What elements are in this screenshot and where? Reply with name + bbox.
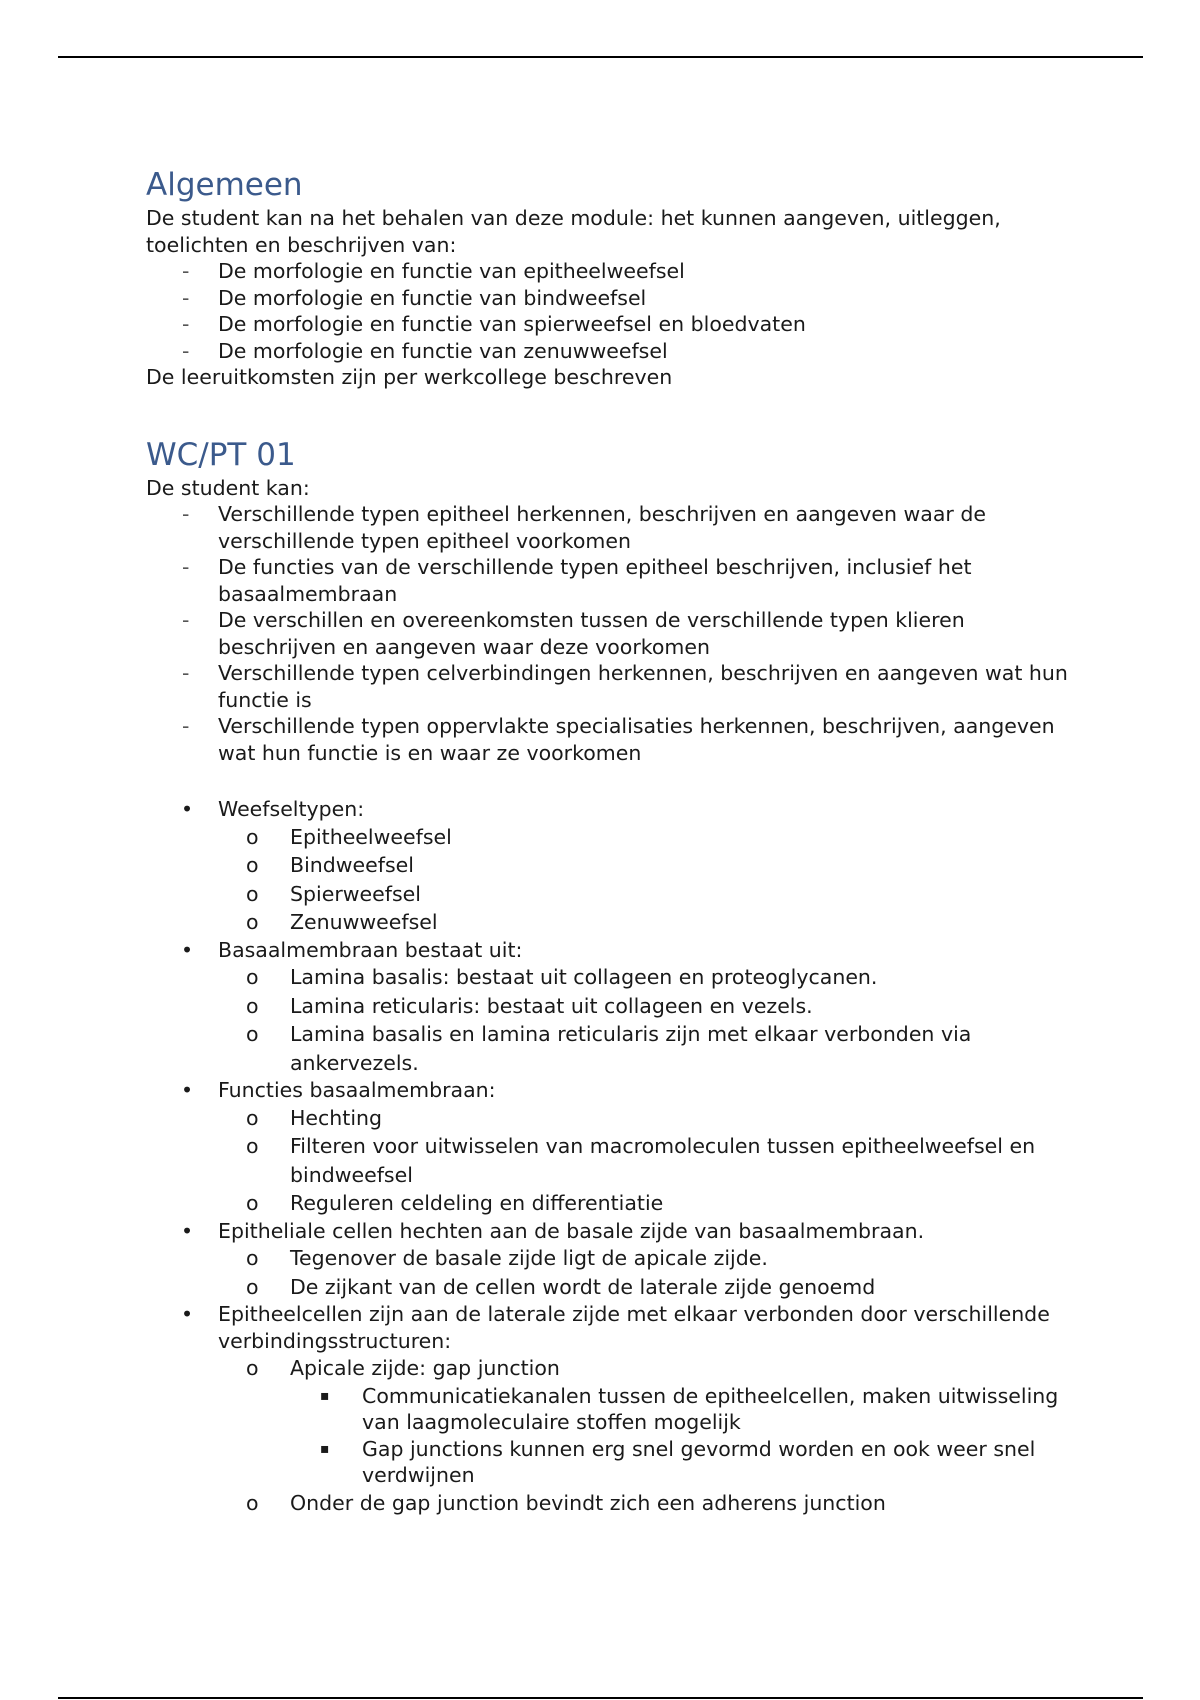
footer-rule — [58, 1697, 1143, 1699]
list-item: o Zenuwweefsel — [218, 908, 1076, 937]
sub-list — [218, 1354, 1076, 1517]
list-item: - Verschillende typen celverbindingen herkennen, beschrijven en aangeven wat hun functie is — [182, 661, 1068, 712]
bullet-marker: • — [181, 1078, 194, 1102]
list-item: o Lamina reticularis: bestaat uit collageen en vezels. — [218, 992, 1076, 1021]
circle-marker: o — [246, 1356, 259, 1380]
circle-marker: o — [246, 1134, 259, 1158]
algemeen-intro: De student kan na het behalen van deze module: het kunnen aangeven, uitleggen, toelichten en beschrijven van: — [146, 206, 1001, 257]
note-epitheelcellen: • Epitheelcellen zijn aan de laterale zijde met elkaar verbonden door verschillende verbindingsstructuren: o Apicale zijde: gap junction ▪ Communicatiekanalen tussen de epitheelcellen, maken uitwisseling van laagmoleculaire stoffen mogelijk ▪ Gap junctions kunnen erg snel gevormd worden en ook weer snel verdwijnen o Onder de gap junction bevindt zich een adherens junction — [146, 1301, 1076, 1517]
circle-marker: o — [246, 1490, 259, 1515]
sub-list — [218, 1104, 1076, 1218]
bullet-marker: • — [181, 1218, 194, 1243]
list-item: o Spierweefsel — [218, 880, 1076, 909]
circle-marker: o — [246, 993, 259, 1018]
heading-wcpt01: WC/PT 01 — [146, 436, 296, 473]
list-item: o Apicale zijde: gap junction ▪ Communicatiekanalen tussen de epitheelcellen, maken uitwisseling van laagmoleculaire stoffen mogelijk ▪ Gap junctions kunnen erg snel gevormd worden en ook weer snel verdwijnen — [218, 1354, 1076, 1489]
circle-marker: o — [246, 965, 259, 989]
list-item: ▪ Gap junctions kunnen erg snel gevormd worden en ook weer snel verdwijnen — [320, 1436, 1036, 1487]
list-item: o Filteren voor uitwisselen van macromoleculen tussen epitheelweefsel en bindweefsel — [246, 1134, 1036, 1187]
wcpt01-list — [146, 501, 1076, 766]
circle-marker: o — [246, 853, 259, 877]
dash-marker: - — [182, 714, 190, 738]
sub-list — [218, 1244, 1076, 1301]
list-item: o Tegenover de basale zijde ligt de apicale zijde. — [218, 1244, 1076, 1273]
dash-marker: - — [182, 285, 190, 310]
list-item: - Verschillende typen epitheel herkennen, beschrijven en aangeven waar de verschillende typen epitheel voorkomen — [182, 502, 986, 553]
sub-list — [218, 823, 1076, 937]
list-item: o Reguleren celdeling en differentiatie — [218, 1189, 1076, 1218]
bullet-marker: • — [181, 937, 194, 962]
list-item: - De morfologie en functie van spierweefsel en bloedvaten — [182, 312, 806, 336]
list-item: o Epitheelweefsel — [218, 823, 1076, 852]
wcpt01-intro: De student kan: — [146, 475, 310, 500]
list-item: - De verschillen en overeenkomsten tussen de verschillende typen klieren beschrijven en aangeven waar deze voorkomen — [182, 608, 965, 659]
bullet-marker: • — [181, 797, 194, 821]
dash-marker: - — [182, 608, 190, 632]
sub-sub-list — [290, 1383, 1076, 1489]
note-epitheliale-cellen: • Epitheliale cellen hechten aan de basale zijde van basaalmembraan. o Tegenover de basale zijde ligt de apicale zijde. o De zijkant van de cellen wordt de laterale zijde genoemd — [146, 1218, 1076, 1302]
list-item: o Lamina basalis: bestaat uit collageen en proteoglycanen. — [218, 963, 1076, 992]
circle-marker: o — [246, 881, 259, 906]
note-weefseltypen: • Weefseltypen: o Epitheelweefsel o Bindweefsel o Spierweefsel o Zenuwweefsel — [146, 796, 1076, 937]
list-item: o De zijkant van de cellen wordt de laterale zijde genoemd — [218, 1273, 1076, 1302]
dash-marker: - — [182, 259, 190, 283]
dash-marker: - — [182, 661, 190, 685]
list-item: o Lamina basalis en lamina reticularis zijn met elkaar verbonden via ankervezels. — [246, 1022, 972, 1075]
dash-marker: - — [182, 338, 190, 363]
list-item: o Bindweefsel — [218, 851, 1076, 880]
dash-marker: - — [182, 555, 190, 579]
header-rule — [58, 56, 1143, 58]
dash-marker: - — [182, 312, 190, 336]
square-marker: ▪ — [320, 1387, 330, 1404]
heading-algemeen: Algemeen — [146, 167, 303, 203]
list-item: - De functies van de verschillende typen epitheel beschrijven, inclusief het basaalmembraan — [182, 555, 972, 606]
circle-marker: o — [246, 824, 259, 849]
list-item: - Verschillende typen oppervlakte specialisaties herkennen, beschrijven, aangeven wat hun functie is en waar ze voorkomen — [182, 714, 1055, 765]
note-basaalmembraan: • Basaalmembraan bestaat uit: o Lamina basalis: bestaat uit collageen en proteoglycanen. o Lamina reticularis: bestaat uit collageen en vezels. o Lamina basalis en lamina reticularis zijn met elkaar verbonden via ankervezels. — [146, 937, 1076, 1078]
list-item: - De morfologie en functie van bindweefsel — [182, 285, 647, 310]
notes-list — [146, 796, 1076, 1517]
list-item: o Hechting — [218, 1104, 1076, 1133]
circle-marker: o — [246, 1022, 259, 1046]
circle-marker: o — [246, 1246, 259, 1270]
list-item: - De morfologie en functie van zenuwweefsel — [182, 338, 668, 363]
note-functies: • Functies basaalmembraan: o Hechting o Filteren voor uitwisselen van macromoleculen tussen epitheelweefsel en bindweefsel o Reguleren celdeling en differentiatie — [146, 1077, 1076, 1218]
circle-marker: o — [246, 910, 259, 934]
algemeen-list — [146, 258, 1076, 364]
dash-marker: - — [182, 502, 190, 526]
sub-list — [218, 963, 1076, 1077]
list-item: ▪ Communicatiekanalen tussen de epitheelcellen, maken uitwisseling van laagmoleculaire stoffen mogelijk — [320, 1383, 1059, 1434]
circle-marker: o — [246, 1105, 259, 1130]
list-item: - De morfologie en functie van epitheelweefsel — [182, 259, 685, 283]
algemeen-outro: De leeruitkomsten zijn per werkcollege beschreven — [146, 365, 673, 389]
square-marker: ▪ — [320, 1440, 330, 1457]
bullet-marker: • — [181, 1302, 194, 1326]
list-item: o Onder de gap junction bevindt zich een adherens junction — [218, 1489, 1076, 1518]
document-body — [146, 165, 1076, 1517]
circle-marker: o — [246, 1274, 259, 1299]
circle-marker: o — [246, 1191, 259, 1215]
